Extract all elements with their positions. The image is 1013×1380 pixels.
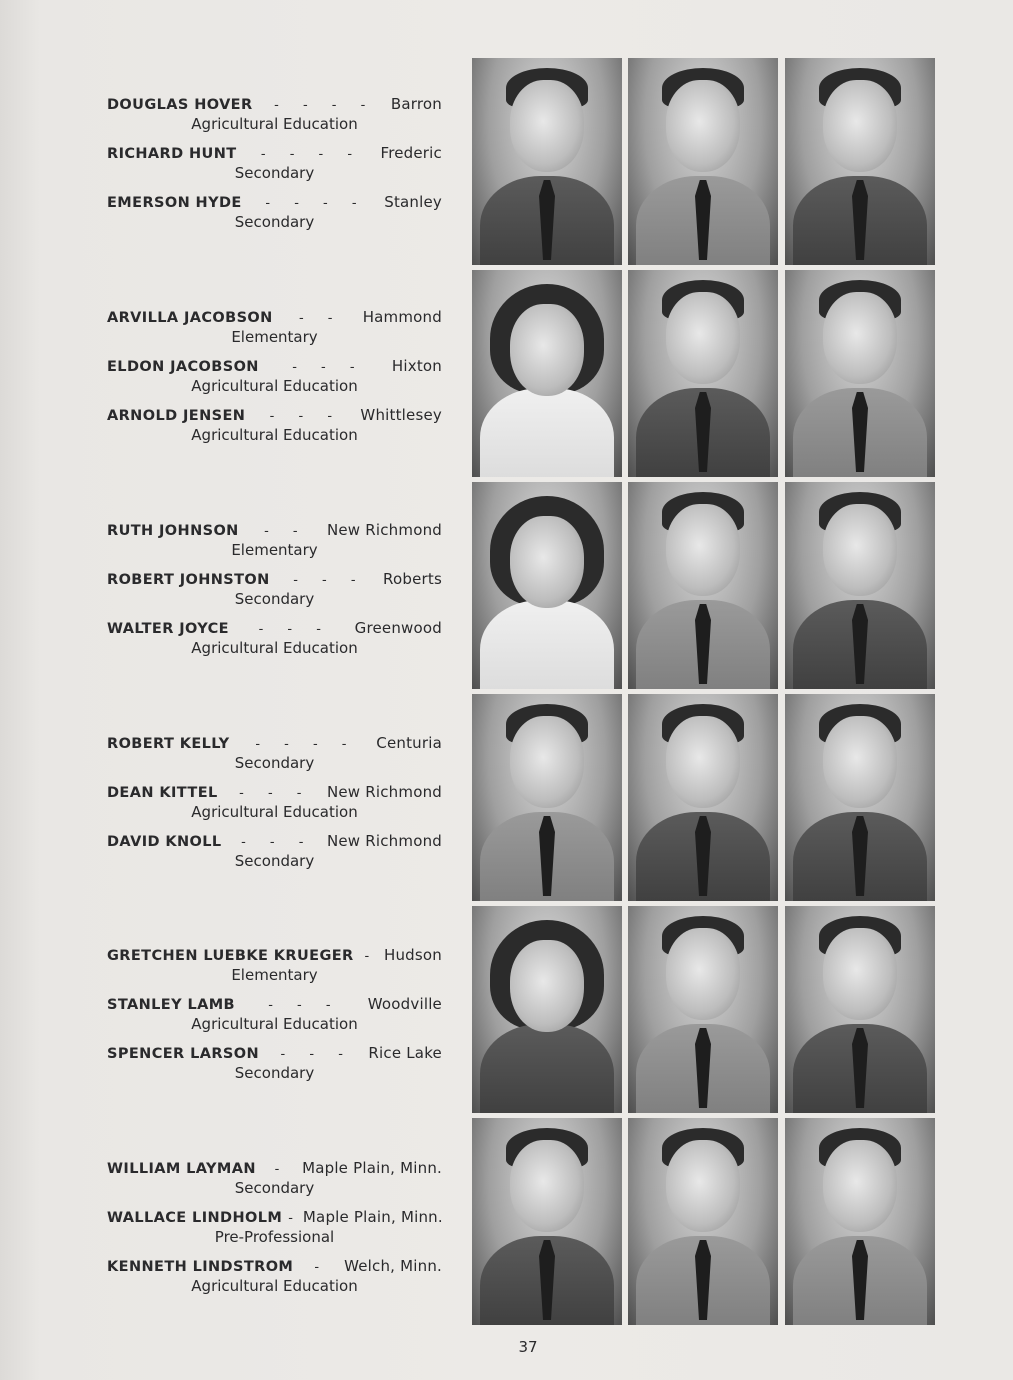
student-program: Agricultural Education (191, 803, 358, 821)
leader-dashes: - - - (280, 1047, 353, 1062)
student-name: ARNOLD JENSEN (107, 408, 246, 424)
leader-dashes: - - - (268, 998, 341, 1013)
student-line (107, 946, 442, 966)
student-entry (107, 521, 442, 570)
student-program: Agricultural Education (191, 1015, 358, 1033)
student-program: Agricultural Education (191, 426, 358, 444)
student-name: ROBERT JOHNSTON (107, 572, 270, 588)
student-hometown: Hixton (391, 357, 442, 375)
student-name: GRETCHEN LUEBKE KRUEGER (107, 948, 354, 964)
student-line (107, 570, 442, 590)
student-hometown: Rice Lake (368, 1044, 442, 1062)
student-entry (107, 734, 442, 783)
portrait-body (480, 388, 614, 477)
student-entry (107, 406, 442, 455)
student-name: ROBERT KELLY (107, 736, 230, 752)
student-portrait (628, 482, 778, 689)
student-portrait (472, 482, 622, 689)
student-hometown: Greenwood (354, 619, 442, 637)
leader-dashes: - (314, 1260, 330, 1275)
student-program: Elementary (231, 966, 318, 984)
leader-dashes: - - - (258, 622, 331, 637)
leader-dashes: - - - - (260, 147, 363, 162)
student-portrait (628, 906, 778, 1113)
portrait-face (510, 80, 584, 172)
leader-dashes: - - - - (274, 98, 376, 113)
student-group (107, 946, 442, 1093)
student-line (107, 308, 442, 328)
page-number: 37 (518, 1338, 538, 1356)
student-portrait (472, 1118, 622, 1325)
student-portrait (785, 906, 935, 1113)
student-line (107, 1208, 442, 1228)
student-name: ELDON JACOBSON (107, 359, 259, 375)
student-line (107, 832, 442, 852)
student-hometown: Welch, Minn. (344, 1257, 442, 1275)
student-hometown: New Richmond (326, 832, 442, 850)
student-entry (107, 357, 442, 406)
leader-dashes: - (288, 1211, 303, 1226)
student-entry (107, 783, 442, 832)
student-name: WALTER JOYCE (107, 621, 229, 637)
portrait-face (510, 940, 584, 1032)
portrait-face (666, 1140, 740, 1232)
portrait-face (666, 928, 740, 1020)
student-portrait (472, 270, 622, 477)
portrait-body (480, 1024, 614, 1113)
student-entry (107, 570, 442, 619)
student-line (107, 783, 442, 803)
student-line (107, 95, 442, 115)
student-portrait (785, 1118, 935, 1325)
student-name: ARVILLA JACOBSON (107, 310, 273, 326)
student-hometown: Whittlesey (360, 406, 442, 424)
student-name: RICHARD HUNT (107, 146, 237, 162)
student-hometown: Barron (390, 95, 442, 113)
leader-dashes: - - - - (255, 737, 357, 752)
student-name: KENNETH LINDSTROM (107, 1259, 294, 1275)
leader-dashes: - - - (269, 409, 343, 424)
student-program: Secondary (234, 754, 315, 772)
student-entry (107, 144, 442, 193)
student-name: SPENCER LARSON (107, 1046, 260, 1062)
student-entry (107, 308, 442, 357)
leader-dashes: - - - (292, 360, 365, 375)
student-entry (107, 1208, 442, 1257)
student-program: Agricultural Education (191, 1277, 358, 1295)
portrait-face (823, 504, 897, 596)
leader-dashes: - - (264, 524, 308, 539)
student-hometown: Frederic (380, 144, 442, 162)
portrait-face (823, 716, 897, 808)
student-hometown: New Richmond (326, 521, 442, 539)
portrait-face (823, 928, 897, 1020)
student-name: RUTH JOHNSON (107, 523, 239, 539)
student-entry (107, 95, 442, 144)
student-entry (107, 1257, 442, 1306)
portrait-face (510, 1140, 584, 1232)
student-program: Agricultural Education (191, 115, 358, 133)
portrait-face (823, 1140, 897, 1232)
student-group (107, 1159, 442, 1306)
student-name: DAVID KNOLL (107, 834, 222, 850)
student-portrait (628, 1118, 778, 1325)
portrait-face (666, 504, 740, 596)
student-name: STANLEY LAMB (107, 997, 236, 1013)
leader-dashes: - (364, 949, 380, 964)
student-portrait (785, 58, 935, 265)
student-group (107, 521, 442, 668)
student-program: Agricultural Education (191, 639, 358, 657)
student-program: Agricultural Education (191, 377, 358, 395)
student-name: DOUGLAS HOVER (107, 97, 253, 113)
student-line (107, 619, 442, 639)
student-line (107, 193, 442, 213)
student-group (107, 308, 442, 455)
leader-dashes: - (274, 1162, 290, 1177)
student-hometown: Hudson (383, 946, 442, 964)
student-program: Secondary (234, 164, 315, 182)
student-line (107, 1257, 442, 1277)
student-entry (107, 995, 442, 1044)
student-hometown: Maple Plain, Minn. (302, 1208, 443, 1226)
leader-dashes: - - - (241, 835, 314, 850)
student-portrait (472, 58, 622, 265)
student-line (107, 406, 442, 426)
leader-dashes: - - - (239, 786, 312, 801)
student-hometown: Centuria (376, 734, 442, 752)
leader-dashes: - - - - (265, 196, 367, 211)
student-name: WILLIAM LAYMAN (107, 1161, 256, 1177)
student-program: Secondary (234, 590, 315, 608)
student-portrait (472, 906, 622, 1113)
student-name: WALLACE LINDHOLM (107, 1210, 283, 1226)
student-entry (107, 832, 442, 881)
portrait-body (480, 600, 614, 689)
student-program: Secondary (234, 1179, 315, 1197)
student-line (107, 521, 442, 541)
student-line (107, 1159, 442, 1179)
student-hometown: Roberts (383, 570, 442, 588)
student-portrait (785, 482, 935, 689)
student-program: Elementary (231, 328, 318, 346)
student-hometown: Maple Plain, Minn. (302, 1159, 442, 1177)
student-hometown: Woodville (367, 995, 442, 1013)
student-program: Secondary (234, 852, 315, 870)
portrait-face (666, 716, 740, 808)
student-entry (107, 1044, 442, 1093)
student-entry (107, 193, 442, 242)
student-line (107, 357, 442, 377)
portrait-face (510, 516, 584, 608)
student-portrait (785, 694, 935, 901)
student-hometown: Hammond (362, 308, 442, 326)
student-line (107, 144, 442, 164)
student-group (107, 734, 442, 881)
portrait-face (510, 304, 584, 396)
portrait-face (823, 80, 897, 172)
student-entry (107, 946, 442, 995)
student-portrait (472, 694, 622, 901)
portrait-face (510, 716, 584, 808)
student-group (107, 95, 442, 242)
portrait-face (666, 292, 740, 384)
student-program: Secondary (234, 213, 315, 231)
student-line (107, 995, 442, 1015)
student-line (107, 1044, 442, 1064)
student-portrait (628, 270, 778, 477)
student-hometown: New Richmond (326, 783, 442, 801)
student-portrait (785, 270, 935, 477)
student-portrait (628, 694, 778, 901)
portrait-face (823, 292, 897, 384)
student-program: Elementary (231, 541, 318, 559)
student-entry (107, 1159, 442, 1208)
student-portrait (628, 58, 778, 265)
student-line (107, 734, 442, 754)
student-program: Pre-Professional (214, 1228, 335, 1246)
student-program: Secondary (234, 1064, 315, 1082)
portrait-face (666, 80, 740, 172)
student-name: DEAN KITTEL (107, 785, 218, 801)
student-hometown: Stanley (384, 193, 442, 211)
leader-dashes: - - (298, 311, 343, 326)
student-entry (107, 619, 442, 668)
student-name: EMERSON HYDE (107, 195, 242, 211)
leader-dashes: - - - (293, 573, 366, 588)
